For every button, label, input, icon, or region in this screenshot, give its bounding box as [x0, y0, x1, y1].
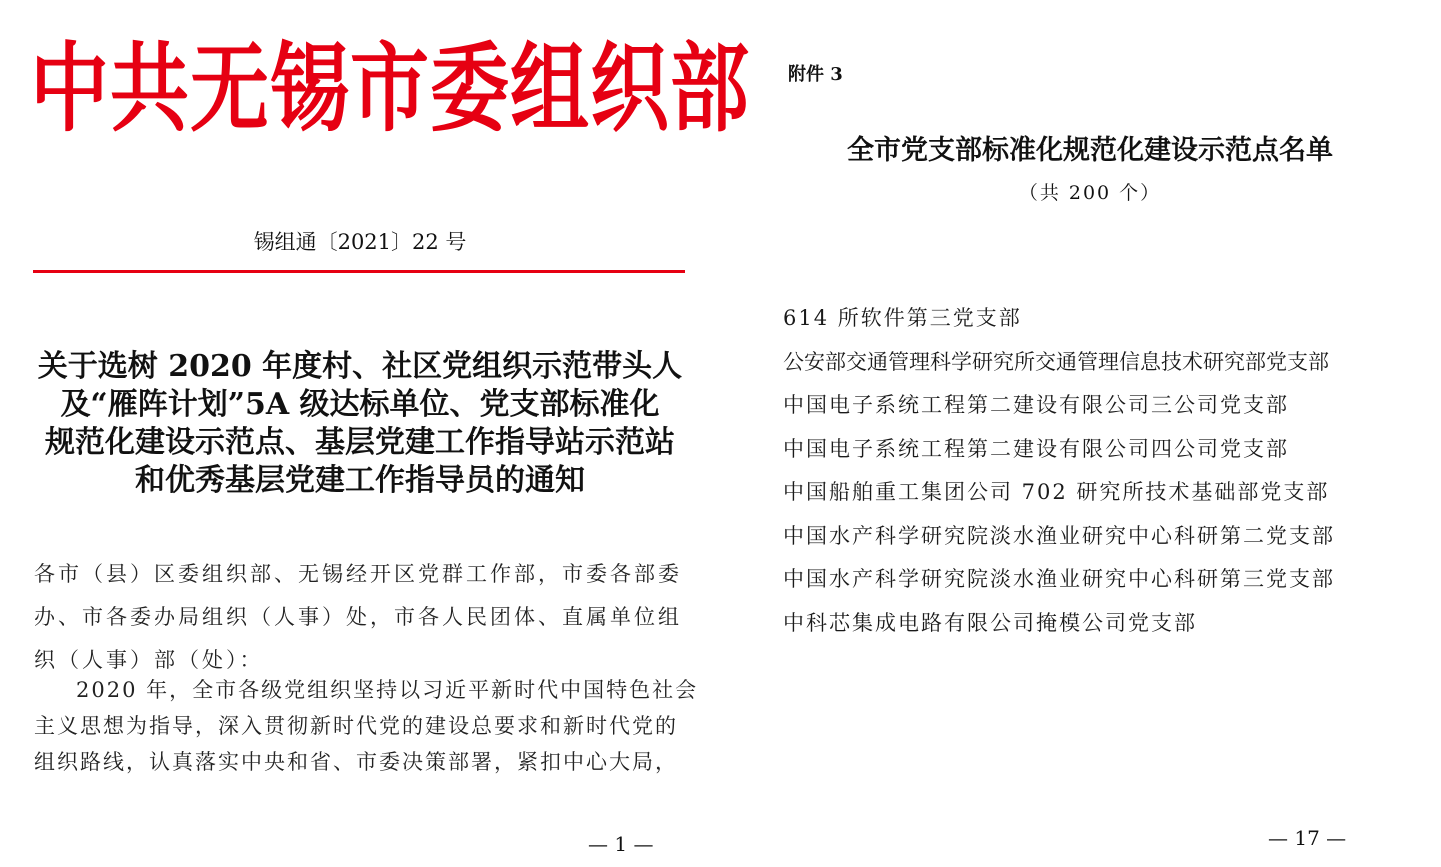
- list-item: 中国船舶重工集团公司 702 研究所技术基础部党支部: [783, 480, 1330, 504]
- body-line: 主义思想为指导，深入贯彻新时代党的建设总要求和新时代党的: [34, 714, 678, 738]
- notice-title-line: 及“雁阵计划”5A 级达标单位、党支部标准化: [60, 387, 660, 422]
- salutation-line: 各市（县）区委组织部、无锡经开区党群工作部，市委各部委: [34, 562, 682, 586]
- list-title: 全市党支部标准化规范化建设示范点名单: [847, 135, 1333, 166]
- page-number: — 17 —: [1268, 826, 1347, 850]
- list-item: 614 所软件第三党支部: [783, 306, 1022, 330]
- notice-title-line: 和优秀基层党建工作指导员的通知: [135, 463, 585, 498]
- salutation: [34, 553, 684, 682]
- red-divider-line: [33, 270, 685, 273]
- salutation-line: 织（人事）部（处）：: [34, 648, 264, 672]
- notice-title-line: 规范化建设示范点、基层党建工作指导站示范站: [45, 425, 675, 460]
- document-page-17: [720, 0, 1441, 867]
- list-count: （共 200 个）: [1018, 182, 1162, 204]
- list-item: 中国电子系统工程第二建设有限公司四公司党支部: [783, 436, 1289, 461]
- body-line: 2020 年，全市各级党组织坚持以习近平新时代中国特色社会: [76, 678, 699, 702]
- notice-title: [30, 348, 690, 500]
- org-letterhead: 中共无锡市委组织部: [30, 32, 750, 146]
- body-line: 组织路线，认真落实中央和省、市委决策部署，紧扣中心大局，: [34, 750, 678, 774]
- page-number: — 1 —: [588, 832, 654, 856]
- attachment-label: 附件 3: [788, 64, 843, 85]
- salutation-line: 办、市各委办局组织（人事）处，市各人民团体、直属单位组: [34, 605, 682, 629]
- list-item: 公安部交通管理科学研究所交通管理信息技术研究部党支部: [783, 349, 1329, 374]
- branch-list: [783, 300, 1383, 648]
- list-item: 中国水产科学研究院淡水渔业研究中心科研第二党支部: [783, 523, 1335, 548]
- body-paragraph: [34, 672, 699, 780]
- list-item: 中科芯集成电路有限公司掩模公司党支部: [783, 610, 1197, 635]
- list-item: 中国电子系统工程第二建设有限公司三公司党支部: [783, 393, 1289, 417]
- list-item: 中国水产科学研究院淡水渔业研究中心科研第三党支部: [783, 567, 1335, 591]
- notice-title-line: 关于选树 2020 年度村、社区党组织示范带头人: [37, 349, 683, 384]
- document-number: 锡组通〔2021〕22 号: [253, 230, 467, 254]
